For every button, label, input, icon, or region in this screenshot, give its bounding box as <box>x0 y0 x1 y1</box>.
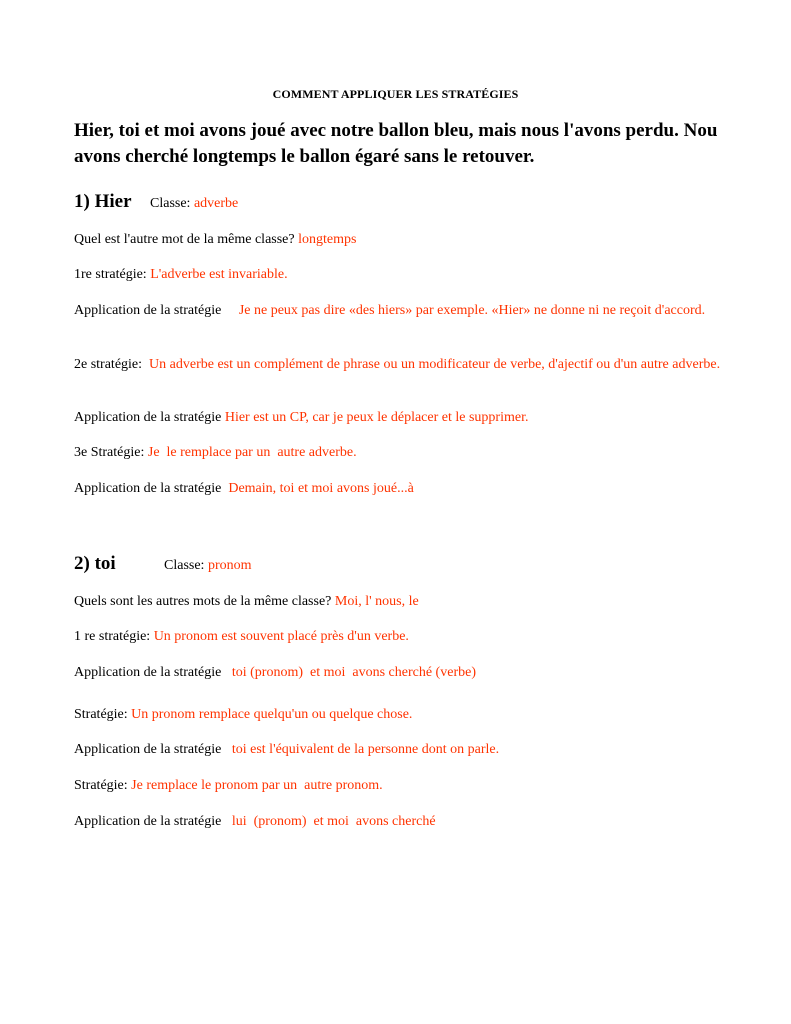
line-label: Stratégie: <box>74 707 132 722</box>
line-label: Quel est l'autre mot de la même classe? <box>74 232 299 247</box>
example-sentence: Hier, toi et moi avons joué avec notre ballon bleu, mais nous l'avons perdu. Nou avons cherché longtemps le ballon égaré sans le retouver. <box>74 120 718 167</box>
section2-classe-label: Classe: <box>164 558 208 573</box>
section1-line-5 <box>74 409 734 427</box>
line-label: 1 re stratégie: <box>74 629 154 644</box>
section2-heading: 2) toi <box>74 553 116 574</box>
line-value: Demain, toi et moi avons joué...à <box>228 481 414 496</box>
section1-line-2 <box>74 266 734 284</box>
section2-classe <box>164 557 252 575</box>
section2-line-6 <box>74 777 734 795</box>
section2-line-3 <box>74 664 734 682</box>
line-label: Application de la stratégie <box>74 742 232 757</box>
section2-line-7 <box>74 813 734 831</box>
line-label: Application de la stratégie <box>74 410 225 425</box>
line-label: 1re stratégie: <box>74 267 151 282</box>
line-value: Un adverbe est un complément de phrase ou un modificateur de verbe, d'ajectif ou d'un autre adverbe. <box>149 357 721 372</box>
section1-line-1 <box>74 231 734 249</box>
section2-line-5 <box>74 741 734 759</box>
section2-line-4 <box>74 706 734 724</box>
line-value: Je remplace le pronom par un autre pronom. <box>131 778 383 793</box>
section1-classe-value: adverbe <box>193 196 239 211</box>
line-label: Application de la stratégie <box>74 665 232 680</box>
line-value: toi est l'équivalent de la personne dont on parle. <box>231 742 500 757</box>
section1-classe <box>150 195 238 213</box>
section1-line-4 <box>74 356 734 374</box>
line-value: lui (pronom) et moi avons cherché <box>231 814 436 829</box>
line-value: Je ne peux pas dire «des hiers» par exemple. «Hier» ne donne ni ne reçoit d'accord. <box>238 303 706 318</box>
line-value: L'adverbe est invariable. <box>150 267 288 282</box>
line-label: 2e stratégie: <box>74 357 150 372</box>
line-value: Moi, l' nous, le <box>334 594 419 609</box>
section2-line-1 <box>74 593 734 611</box>
line-value: toi (pronom) et moi avons cherché (verbe) <box>231 665 476 680</box>
section1-line-7 <box>74 480 734 498</box>
line-value: Un pronom remplace quelqu'un ou quelque chose. <box>131 707 413 722</box>
section1-heading: 1) Hier <box>74 191 132 212</box>
section1-line-6 <box>74 444 734 462</box>
line-value: Je le remplace par un autre adverbe. <box>147 445 357 460</box>
section2-line-2 <box>74 628 734 646</box>
line-label: 3e Stratégie: <box>74 445 148 460</box>
section2-classe-value: pronom <box>207 558 252 573</box>
line-label: Application de la stratégie <box>74 303 239 318</box>
document-title: COMMENT APPLIQUER LES STRATÉGIES <box>272 87 519 101</box>
line-label: Quels sont les autres mots de la même classe? <box>74 594 335 609</box>
line-label: Application de la stratégie <box>74 481 229 496</box>
line-label: Stratégie: <box>74 778 132 793</box>
line-value: Un pronom est souvent placé près d'un verbe. <box>153 629 409 644</box>
section1-classe-label: Classe: <box>150 196 194 211</box>
line-value: Hier est un CP, car je peux le déplacer et le supprimer. <box>224 410 529 425</box>
section1-line-3 <box>74 302 734 320</box>
line-label: Application de la stratégie <box>74 814 232 829</box>
line-value: longtemps <box>298 232 357 247</box>
